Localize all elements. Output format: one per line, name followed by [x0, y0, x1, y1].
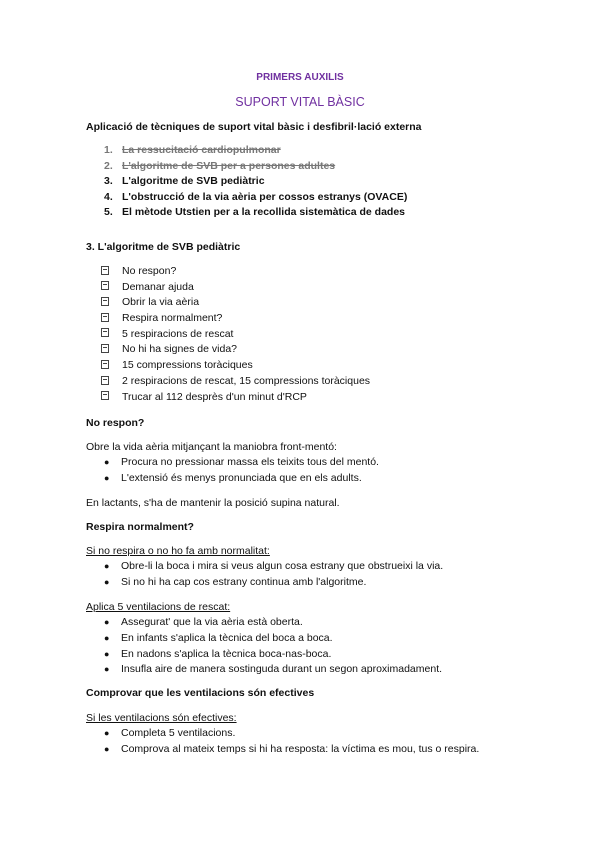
bullet-icon: ● — [104, 743, 110, 754]
document-title: SUPORT VITAL BÀSIC — [235, 95, 365, 109]
bullet-item: ● Insufla aire de manera sostinguda durant un segon aproximadament. — [104, 662, 442, 678]
no-respon-intro: Obre la vida aèria mitjançant la maniobra front-mentó: — [86, 441, 337, 453]
respira-bullets-1 — [104, 559, 443, 591]
bullet-item: ● L'extensió és menys pronunciada que en els adults. — [104, 471, 379, 487]
bullet-item: ● Procura no pressionar massa els teixits tous del mentó. — [104, 455, 379, 471]
bullet-item: ● En nadons s'aplica la tècnica boca-nas-boca. — [104, 647, 442, 663]
bullet-icon: ● — [104, 472, 110, 483]
toc-item-1: 1. La ressucitació cardiopulmonar — [104, 144, 281, 156]
section-heading: 3. L'algoritme de SVB pediàtric — [86, 241, 241, 253]
respira-heading: Respira normalment? — [86, 521, 194, 533]
bullet-item: ● Comprova al mateix temps si hi ha resposta: la víctima es mou, tus o respira. — [104, 742, 479, 758]
respira-sub2: Aplica 5 ventilacions de rescat: — [86, 601, 231, 613]
no-respon-heading: No respon? — [86, 417, 145, 429]
checkbox-glyph-icon — [101, 266, 109, 275]
respira-sub1: Si no respira o no ho fa amb normalitat: — [86, 545, 270, 557]
step-item: 5 respiracions de rescat — [101, 327, 370, 343]
checkbox-glyph-icon — [101, 344, 109, 353]
step-item: No respon? — [101, 264, 370, 280]
checkbox-glyph-icon — [101, 360, 109, 369]
bullet-icon: ● — [104, 632, 110, 643]
step-item: Demanar ajuda — [101, 280, 370, 296]
step-item: No hi ha signes de vida? — [101, 342, 370, 358]
no-respon-bullets — [104, 455, 379, 487]
document-subtitle: Aplicació de tècniques de suport vital bàsic i desfibril·lació externa — [86, 121, 422, 133]
bullet-item: ● Assegurat' que la via aèria està oberta. — [104, 615, 442, 631]
checkbox-glyph-icon — [101, 313, 109, 322]
step-item: 2 respiracions de rescat, 15 compressions toràciques — [101, 374, 370, 390]
checkbox-glyph-icon — [101, 281, 109, 290]
bullet-icon: ● — [104, 457, 110, 467]
algorithm-steps — [101, 264, 370, 405]
bullet-icon: ● — [104, 664, 110, 675]
respira-bullets-2 — [104, 615, 442, 678]
step-item: Trucar al 112 desprès d'un minut d'RCP — [101, 390, 370, 406]
comprovar-heading: Comprovar que les ventilacions són efectives — [86, 687, 315, 699]
step-item: Obrir la via aèria — [101, 295, 370, 311]
checkbox-glyph-icon — [101, 391, 109, 400]
table-of-contents — [104, 143, 407, 221]
step-item: Respira normalment? — [101, 311, 370, 327]
bullet-icon: ● — [104, 617, 110, 627]
checkbox-glyph-icon — [101, 376, 109, 385]
comprovar-sub: Si les ventilacions són efectives: — [86, 712, 237, 724]
bullet-item: ● Obre-li la boca i mira si veus algun cosa estrany que obstrueixi la via. — [104, 559, 443, 575]
toc-item-2: 2. L'algoritme de SVB per a persones adultes — [104, 159, 336, 172]
bullet-icon: ● — [104, 728, 110, 738]
bullet-item: ● En infants s'aplica la tècnica del boca a boca. — [104, 631, 442, 647]
checkbox-glyph-icon — [101, 328, 109, 337]
bullet-icon: ● — [104, 648, 110, 659]
toc-item-4: 4. L'obstrucció de la via aèria per cossos estranys (OVACE) — [104, 190, 408, 203]
document-kicker: PRIMERS AUXILIS — [256, 72, 344, 83]
checkbox-glyph-icon — [101, 297, 109, 306]
bullet-item: ● Completa 5 ventilacions. — [104, 726, 479, 742]
bullet-icon: ● — [104, 576, 110, 587]
comprovar-bullets — [104, 726, 479, 758]
toc-item-5: 5. El mètode Utstien per a la recollida sistemàtica de dades — [104, 206, 406, 218]
toc-item-3: 3. L'algoritme de SVB pediàtric — [104, 175, 265, 187]
step-item: 15 compressions toràciques — [101, 358, 370, 374]
bullet-item: ● Si no hi ha cap cos estrany continua amb l'algoritme. — [104, 575, 443, 591]
bullet-icon: ● — [104, 561, 110, 571]
no-respon-note: En lactants, s'ha de mantenir la posició supina natural. — [86, 497, 340, 509]
